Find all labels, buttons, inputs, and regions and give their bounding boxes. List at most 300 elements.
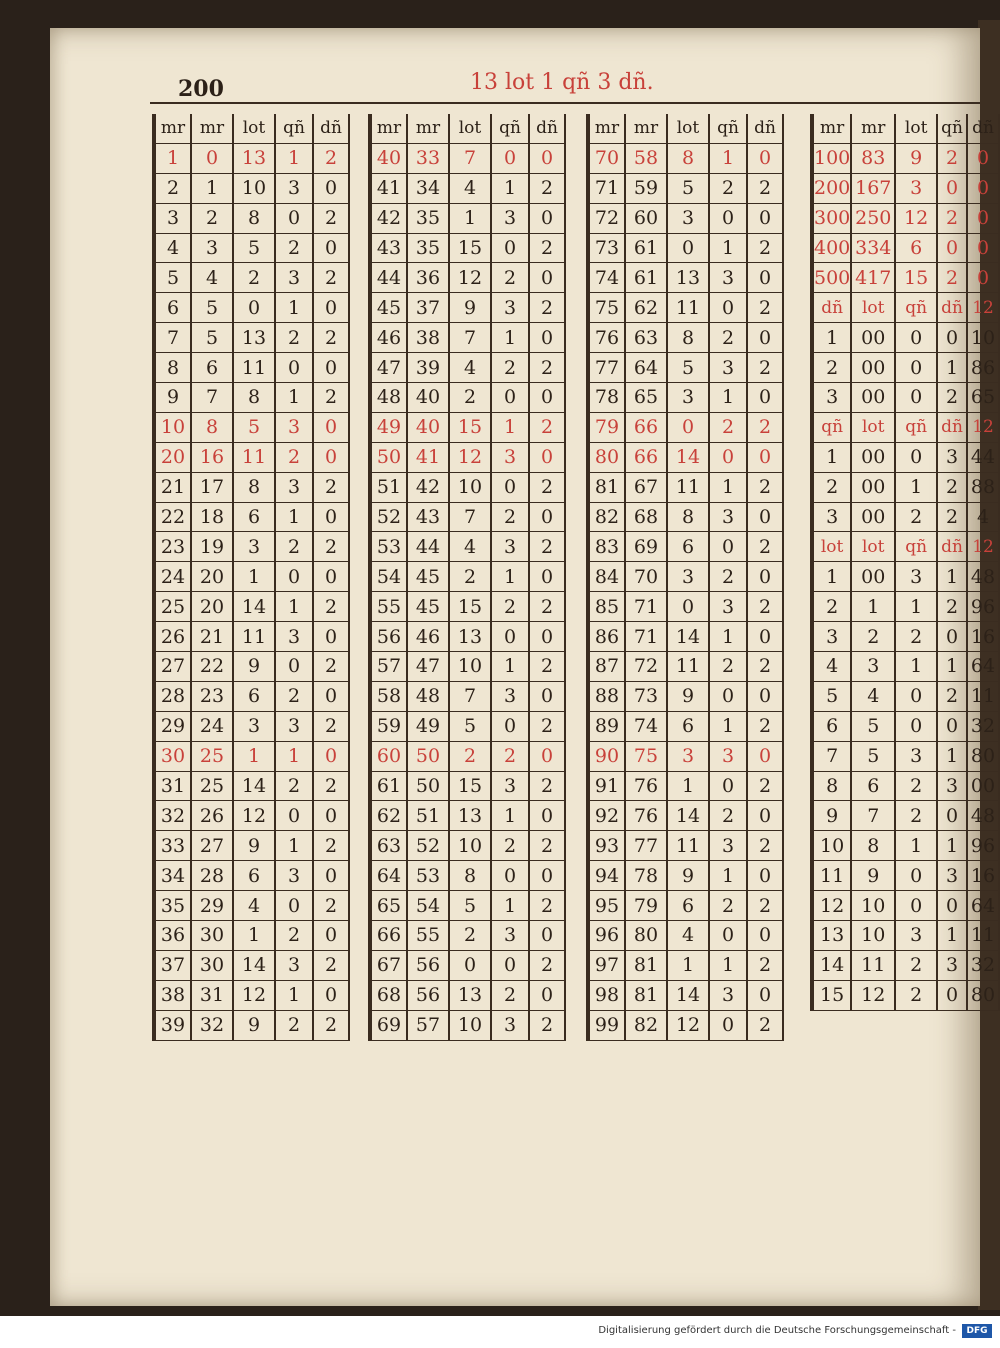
table-cell: 1 <box>709 861 747 891</box>
table-row <box>370 921 565 951</box>
table-cell: 3 <box>491 203 529 233</box>
table-cell: dñ <box>937 293 967 323</box>
table-column-1 <box>152 114 350 1041</box>
table-cell: 80 <box>625 921 667 951</box>
table-cell: 2 <box>937 681 967 711</box>
table-cell: 48 <box>967 801 999 831</box>
table-row <box>370 412 565 442</box>
table-cell: 0 <box>313 921 349 951</box>
table-cell: 0 <box>747 861 783 891</box>
table-row <box>154 293 349 323</box>
table-cell: 1 <box>491 412 529 442</box>
table-cell: 2 <box>529 472 565 502</box>
table-cell: dñ <box>937 532 967 562</box>
table-cell: 2 <box>449 741 491 771</box>
table-row <box>370 383 565 413</box>
table-cell: 12 <box>967 532 999 562</box>
table-cell: 83 <box>588 532 625 562</box>
table-cell: 2 <box>491 831 529 861</box>
table-cell: 0 <box>491 950 529 980</box>
table-row <box>588 980 783 1010</box>
table-cell: 67 <box>370 950 407 980</box>
table-cell: 2 <box>747 771 783 801</box>
table-cell: 3 <box>812 502 851 532</box>
table-cell: 32 <box>154 801 191 831</box>
table-cell: 3 <box>709 980 747 1010</box>
table-cell: 15 <box>449 412 491 442</box>
table-cell: 1 <box>275 980 313 1010</box>
table-cell: 0 <box>895 323 937 353</box>
table-cell: 6 <box>895 233 937 263</box>
table-cell: 5 <box>667 353 709 383</box>
table-cell: 0 <box>529 980 565 1010</box>
table-cell: 11 <box>967 921 999 951</box>
table-row <box>812 801 999 831</box>
table-cell: 6 <box>233 861 275 891</box>
table-row <box>588 353 783 383</box>
table-cell: 2 <box>747 353 783 383</box>
table-cell: 85 <box>588 592 625 622</box>
table-cell: 3 <box>491 771 529 801</box>
table-cell: 1 <box>275 592 313 622</box>
table-cell: 11 <box>667 831 709 861</box>
table-cell: 11 <box>851 950 895 980</box>
table-cell: 62 <box>625 293 667 323</box>
table-cell: 2 <box>529 353 565 383</box>
table-cell: mr <box>407 114 449 143</box>
table-cell: 1 <box>937 562 967 592</box>
table-cell: 5 <box>449 891 491 921</box>
table-cell: 56 <box>370 622 407 652</box>
table-cell: 20 <box>191 592 233 622</box>
table-cell: 32 <box>967 711 999 741</box>
table-cell: 14 <box>667 442 709 472</box>
table-cell: 2 <box>275 921 313 951</box>
table-cell: 77 <box>588 353 625 383</box>
table-row <box>370 472 565 502</box>
table-cell: 2 <box>937 472 967 502</box>
table-cell: 1 <box>275 741 313 771</box>
table-cell: 334 <box>851 233 895 263</box>
table-cell: 12 <box>233 801 275 831</box>
table-cell: 2 <box>449 383 491 413</box>
table-cell: 0 <box>529 203 565 233</box>
table-cell: mr <box>812 114 851 143</box>
table-cell: 98 <box>588 980 625 1010</box>
table-cell: lot <box>812 532 851 562</box>
table-cell: 78 <box>625 861 667 891</box>
table-cell: 52 <box>407 831 449 861</box>
table-cell: 3 <box>895 562 937 592</box>
table-cell: 0 <box>529 562 565 592</box>
table-row <box>812 173 999 203</box>
table-column-2 <box>368 114 566 1041</box>
table-cell: 0 <box>937 173 967 203</box>
table-cell: 58 <box>625 143 667 173</box>
table-cell: 0 <box>747 442 783 472</box>
table-cell: 3 <box>709 353 747 383</box>
table-cell: 3 <box>491 921 529 951</box>
table-row <box>812 203 999 233</box>
table-row <box>812 921 999 951</box>
table-cell: 2 <box>529 173 565 203</box>
table-cell: 3 <box>812 622 851 652</box>
table-row <box>154 622 349 652</box>
table-cell: 8 <box>667 323 709 353</box>
table-cell: 15 <box>812 980 851 1010</box>
table-cell: 12 <box>233 980 275 1010</box>
table-cell: 1 <box>812 323 851 353</box>
table-cell: 3 <box>275 263 313 293</box>
table-cell: 0 <box>895 711 937 741</box>
table-cell: 50 <box>407 771 449 801</box>
table-cell: 3 <box>491 442 529 472</box>
table-row <box>370 652 565 682</box>
table-row <box>154 741 349 771</box>
table-cell: 0 <box>529 622 565 652</box>
table-cell: 71 <box>625 592 667 622</box>
table-cell: 2 <box>233 263 275 293</box>
table-row <box>154 1010 349 1040</box>
table-cell: 0 <box>313 502 349 532</box>
table-cell: 2 <box>529 950 565 980</box>
table-cell: 7 <box>191 383 233 413</box>
table-cell: 6 <box>233 502 275 532</box>
table-cell: 12 <box>449 442 491 472</box>
table-cell: 6 <box>154 293 191 323</box>
table-cell: 25 <box>191 741 233 771</box>
table-cell: 42 <box>407 472 449 502</box>
table-cell: 46 <box>370 323 407 353</box>
table-row <box>812 950 999 980</box>
table-cell: 3 <box>667 383 709 413</box>
table-row <box>154 771 349 801</box>
table-cell: 74 <box>588 263 625 293</box>
table-cell: 34 <box>154 861 191 891</box>
table-cell: 0 <box>491 622 529 652</box>
table-cell: 4 <box>449 353 491 383</box>
table-row <box>812 861 999 891</box>
table-cell: 10 <box>154 412 191 442</box>
table-cell: 3 <box>937 950 967 980</box>
table-cell: 35 <box>407 233 449 263</box>
table-cell: 9 <box>449 293 491 323</box>
table-cell: 56 <box>407 980 449 1010</box>
table-cell: 0 <box>529 442 565 472</box>
table-row <box>588 622 783 652</box>
table-cell: 21 <box>191 622 233 652</box>
table-row <box>370 173 565 203</box>
table-cell: 43 <box>407 502 449 532</box>
table-cell: 36 <box>154 921 191 951</box>
table-cell: 54 <box>407 891 449 921</box>
table-cell: 2 <box>275 681 313 711</box>
table-cell: 0 <box>709 1010 747 1040</box>
table-cell: 64 <box>967 652 999 682</box>
table-cell: 9 <box>233 1010 275 1040</box>
table-cell: 12 <box>967 412 999 442</box>
table-cell: 2 <box>275 1010 313 1040</box>
table-cell: 51 <box>370 472 407 502</box>
table-row <box>154 502 349 532</box>
table-cell: 2 <box>313 263 349 293</box>
table-cell: 97 <box>588 950 625 980</box>
table-cell: 0 <box>747 383 783 413</box>
table-cell: 50 <box>407 741 449 771</box>
table-cell: 69 <box>370 1010 407 1040</box>
table-cell: 3 <box>491 293 529 323</box>
table-cell: lot <box>449 114 491 143</box>
table-cell: 54 <box>370 562 407 592</box>
table-cell: 47 <box>407 652 449 682</box>
table-cell: 86 <box>967 353 999 383</box>
table-row <box>812 652 999 682</box>
footer-bar <box>0 1316 1000 1348</box>
table-cell: 0 <box>491 383 529 413</box>
table-cell: 9 <box>667 861 709 891</box>
table-cell: 2 <box>747 293 783 323</box>
table-cell: 1 <box>937 831 967 861</box>
table-cell: 6 <box>667 532 709 562</box>
table-cell: dñ <box>529 114 565 143</box>
table-cell: 0 <box>895 861 937 891</box>
table-cell: 70 <box>588 143 625 173</box>
table-cell: mr <box>370 114 407 143</box>
table-cell: 15 <box>449 233 491 263</box>
table-cell: 1 <box>449 203 491 233</box>
table-cell: 5 <box>154 263 191 293</box>
table-row <box>154 861 349 891</box>
table-cell: 45 <box>407 562 449 592</box>
table-row <box>588 143 783 173</box>
footer-credit: Digitalisierung gefördert durch die Deutsche Forschungsgemeinschaft - <box>598 1325 956 1336</box>
table-cell: 0 <box>937 891 967 921</box>
table-cell: 72 <box>625 652 667 682</box>
table-cell: 37 <box>154 950 191 980</box>
table-cell: mr <box>625 114 667 143</box>
table-cell: mr <box>588 114 625 143</box>
table-cell: 3 <box>275 861 313 891</box>
table-cell: 1 <box>667 950 709 980</box>
table-cell: 47 <box>370 353 407 383</box>
table-cell: 0 <box>529 502 565 532</box>
table-cell: mr <box>851 114 895 143</box>
table-cell: 36 <box>407 263 449 293</box>
table-cell: 2 <box>491 353 529 383</box>
table-row <box>370 532 565 562</box>
table-cell: 23 <box>154 532 191 562</box>
table-cell: 0 <box>313 173 349 203</box>
table-row <box>588 442 783 472</box>
table-row <box>370 442 565 472</box>
table-cell: 8 <box>851 831 895 861</box>
table-cell: 91 <box>588 771 625 801</box>
table-cell: 9 <box>812 801 851 831</box>
table-cell: 40 <box>370 143 407 173</box>
table-cell: 44 <box>407 532 449 562</box>
table-column-4 <box>810 114 1000 1011</box>
table-cell: dñ <box>812 293 851 323</box>
table-row <box>154 143 349 173</box>
table-cell: 31 <box>154 771 191 801</box>
table-cell: 2 <box>529 652 565 682</box>
table-cell: 2 <box>895 801 937 831</box>
table-cell: 68 <box>625 502 667 532</box>
table-cell: 67 <box>625 472 667 502</box>
table-cell: 1 <box>709 950 747 980</box>
table-cell: 0 <box>747 562 783 592</box>
table-row <box>588 323 783 353</box>
table-row <box>370 293 565 323</box>
table-cell: 2 <box>747 831 783 861</box>
table-cell: 95 <box>588 891 625 921</box>
table-cell: 33 <box>407 143 449 173</box>
table-row <box>370 741 565 771</box>
table-cell: 26 <box>154 622 191 652</box>
table-cell: 2 <box>491 741 529 771</box>
table-cell: 68 <box>370 980 407 1010</box>
table-cell: 89 <box>588 711 625 741</box>
table-cell: 2 <box>747 592 783 622</box>
table-cell: 8 <box>667 143 709 173</box>
table-row <box>370 711 565 741</box>
table-cell: 52 <box>370 502 407 532</box>
table-cell: 2 <box>313 203 349 233</box>
table-cell: 0 <box>275 891 313 921</box>
table-cell: 15 <box>895 263 937 293</box>
table-cell: 20 <box>191 562 233 592</box>
table-cell: 0 <box>491 143 529 173</box>
page-title: 13 lot 1 qñ 3 dñ. <box>470 70 654 95</box>
table-cell: 64 <box>370 861 407 891</box>
table-cell: 12 <box>812 891 851 921</box>
table-cell: 14 <box>667 980 709 1010</box>
table-cell: 48 <box>370 383 407 413</box>
table-row <box>588 173 783 203</box>
table-row <box>588 383 783 413</box>
table-row <box>812 502 999 532</box>
table-cell: 4 <box>233 891 275 921</box>
table-cell: 12 <box>667 1010 709 1040</box>
header-rule <box>150 102 980 104</box>
table-cell: 0 <box>275 353 313 383</box>
table-row <box>370 891 565 921</box>
table-cell: 75 <box>588 293 625 323</box>
table-cell: 3 <box>937 771 967 801</box>
table-cell: 2 <box>491 502 529 532</box>
table-cell: 0 <box>449 950 491 980</box>
table-cell: 21 <box>154 472 191 502</box>
table-row <box>588 891 783 921</box>
table-cell: 250 <box>851 203 895 233</box>
table-cell: 2 <box>747 1010 783 1040</box>
table-row <box>588 711 783 741</box>
table-row <box>812 771 999 801</box>
table-cell: 2 <box>709 412 747 442</box>
table-cell: 3 <box>709 831 747 861</box>
table-row <box>154 891 349 921</box>
table-cell: 1 <box>191 173 233 203</box>
table-cell: 3 <box>491 681 529 711</box>
table-cell: 82 <box>588 502 625 532</box>
table-cell: 11 <box>967 681 999 711</box>
table-row <box>154 711 349 741</box>
table-cell: 0 <box>313 861 349 891</box>
table-cell: 00 <box>851 323 895 353</box>
table-cell: 0 <box>529 861 565 891</box>
table-cell: 12 <box>851 980 895 1010</box>
table-cell: 14 <box>667 622 709 652</box>
table-cell: 10 <box>812 831 851 861</box>
table-cell: 11 <box>667 293 709 323</box>
table-cell: 73 <box>588 233 625 263</box>
table-cell: 2 <box>747 652 783 682</box>
table-cell: 88 <box>967 472 999 502</box>
table-cell: 2 <box>895 622 937 652</box>
table-cell: 1 <box>812 442 851 472</box>
table-cell: 16 <box>967 622 999 652</box>
table-row <box>588 652 783 682</box>
table-cell: 46 <box>407 622 449 652</box>
table-cell: 1 <box>895 472 937 502</box>
table-cell: 0 <box>313 562 349 592</box>
table-row <box>154 562 349 592</box>
table-cell: 1 <box>491 562 529 592</box>
table-cell: 1 <box>275 383 313 413</box>
table-cell: 66 <box>625 442 667 472</box>
table-cell: 64 <box>967 891 999 921</box>
table-cell: 80 <box>588 442 625 472</box>
table-cell: 3 <box>709 741 747 771</box>
table-cell: 0 <box>895 442 937 472</box>
table-cell: 3 <box>895 741 937 771</box>
table-cell: mr <box>154 114 191 143</box>
table-cell: 2 <box>313 891 349 921</box>
table-cell: 53 <box>370 532 407 562</box>
table-cell: 0 <box>747 203 783 233</box>
table-cell: 41 <box>407 442 449 472</box>
table-cell: 2 <box>895 950 937 980</box>
table-row <box>370 143 565 173</box>
table-cell: 0 <box>937 711 967 741</box>
table-cell: 59 <box>625 173 667 203</box>
table-cell: 3 <box>667 741 709 771</box>
table-cell: 7 <box>449 323 491 353</box>
table-cell: 5 <box>812 681 851 711</box>
table-row <box>154 263 349 293</box>
table-cell: 2 <box>895 502 937 532</box>
table-cell: 1 <box>491 173 529 203</box>
table-cell: 70 <box>625 562 667 592</box>
table-row <box>812 741 999 771</box>
table-cell: 82 <box>625 1010 667 1040</box>
table-cell: 2 <box>937 263 967 293</box>
table-cell: 48 <box>407 681 449 711</box>
table-cell: 65 <box>625 383 667 413</box>
table-cell: 0 <box>937 801 967 831</box>
table-cell: 33 <box>154 831 191 861</box>
table-cell: 76 <box>625 771 667 801</box>
table-cell: 0 <box>709 681 747 711</box>
table-cell: 2 <box>709 562 747 592</box>
table-cell: 13 <box>449 980 491 1010</box>
table-cell: 2 <box>937 502 967 532</box>
table-cell: 3 <box>191 233 233 263</box>
table-row <box>370 263 565 293</box>
table-cell: 40 <box>407 383 449 413</box>
table-row <box>588 293 783 323</box>
table-cell: 3 <box>491 1010 529 1040</box>
